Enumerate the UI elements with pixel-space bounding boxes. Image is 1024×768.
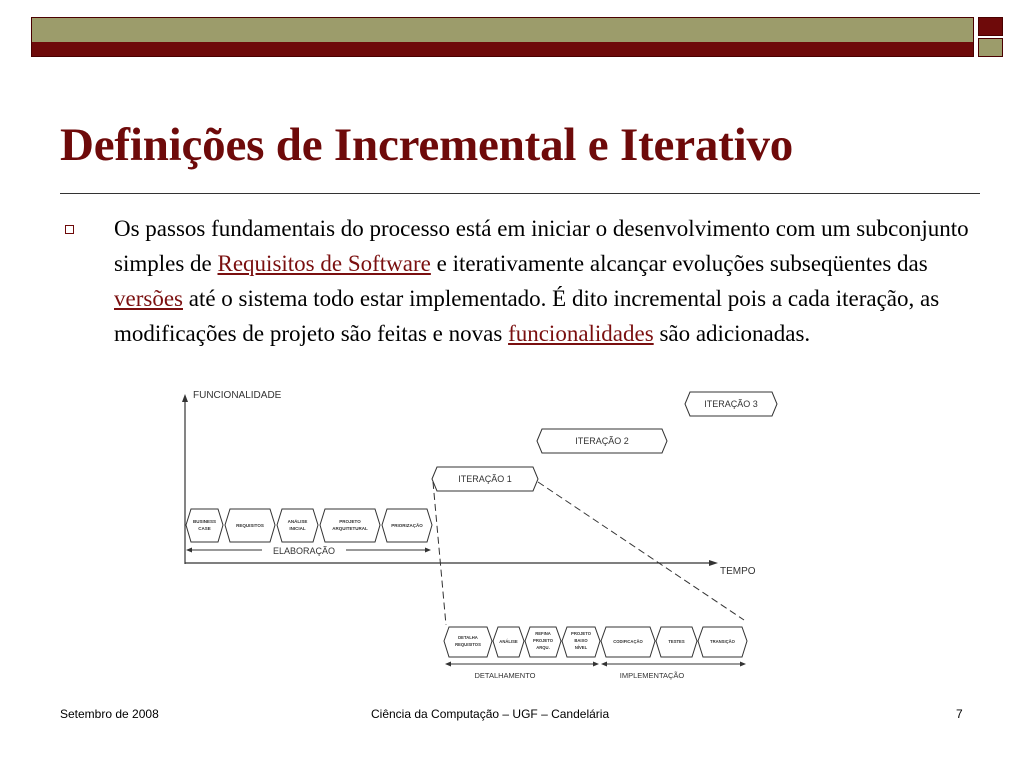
svg-text:ITERAÇÃO 2: ITERAÇÃO 2 xyxy=(575,436,629,446)
incremental-iterative-diagram xyxy=(178,382,778,692)
svg-text:ARQUITETURAL: ARQUITETURAL xyxy=(332,526,368,531)
footer-page-number: 7 xyxy=(956,707,963,721)
phase-business-case xyxy=(186,509,223,542)
svg-text:TESTES: TESTES xyxy=(668,639,685,644)
bullet-square-icon xyxy=(65,225,74,234)
svg-text:BAIXO: BAIXO xyxy=(574,638,588,643)
header-corner-squares xyxy=(978,17,1003,57)
phase-projeto-arquitetural xyxy=(320,509,380,542)
title-divider xyxy=(60,193,980,194)
svg-text:PROJETO: PROJETO xyxy=(339,519,361,524)
phase-projeto-baixo-nivel xyxy=(562,627,600,657)
svg-text:CODIFICAÇÃO: CODIFICAÇÃO xyxy=(613,639,643,644)
x-axis-label: TEMPO xyxy=(720,566,756,577)
body-text-part-3: até o sistema todo estar implementado. É dito incremental pois a cada iteração, as modificações de projeto são feitas e novas xyxy=(114,286,940,346)
elaboration-phases xyxy=(186,509,432,542)
svg-text:TRANSIÇÃO: TRANSIÇÃO xyxy=(710,639,735,644)
phase-requisitos xyxy=(225,509,275,542)
phase-testes xyxy=(656,627,697,657)
iteration-1-badge xyxy=(432,467,538,491)
svg-text:DETALHA: DETALHA xyxy=(458,635,478,640)
slide-title: Definições de Incremental e Iterativo xyxy=(60,119,794,171)
body-text-part-1: Os passos fundamentais do processo está em iniciar o desenvolvimento com um subconjunto simples de xyxy=(114,216,969,276)
footer-date: Setembro de 2008 xyxy=(60,707,159,721)
y-axis-arrowhead xyxy=(182,394,188,402)
zoom-line-right xyxy=(538,482,744,620)
phase-analise xyxy=(493,627,524,657)
y-axis-label: FUNCIONALIDADE xyxy=(193,390,282,401)
svg-text:ARQU.: ARQU. xyxy=(536,645,550,650)
iteration-phases xyxy=(444,627,747,657)
svg-text:ITERAÇÃO 1: ITERAÇÃO 1 xyxy=(458,474,512,484)
svg-text:ITERAÇÃO 3: ITERAÇÃO 3 xyxy=(704,399,758,409)
phase-refina-projeto-arqu xyxy=(525,627,561,657)
svg-text:CASE: CASE xyxy=(198,526,211,531)
implementation-label: IMPLEMENTAÇÃO xyxy=(619,671,685,680)
phase-priorizacao xyxy=(382,509,432,542)
footer-course: Ciência da Computação – UGF – Candelária xyxy=(371,707,610,721)
phase-codificacao xyxy=(601,627,655,657)
svg-text:REQUISITOS: REQUISITOS xyxy=(455,642,481,647)
link-versoes[interactable]: versões xyxy=(114,286,183,311)
svg-text:PROJETO: PROJETO xyxy=(533,638,553,643)
header-decoration-bar xyxy=(31,17,974,57)
x-axis-arrowhead xyxy=(709,560,718,566)
phase-analise-inicial xyxy=(277,509,318,542)
link-requisitos-de-software[interactable]: Requisitos de Software xyxy=(217,251,431,276)
svg-text:ANÁLISE: ANÁLISE xyxy=(499,639,518,644)
header-olive-band xyxy=(32,18,973,43)
body-text-part-2: e iterativamente alcançar evoluções subseqüentes das xyxy=(430,251,928,276)
iteration-3-badge xyxy=(685,392,777,416)
corner-square-olive xyxy=(978,38,1003,57)
elaboration-label: ELABORAÇÃO xyxy=(272,546,336,556)
svg-text:PRIORIZAÇÃO: PRIORIZAÇÃO xyxy=(391,523,423,528)
header-maroon-band xyxy=(32,42,973,56)
svg-text:REQUISITOS: REQUISITOS xyxy=(236,523,264,528)
svg-text:REFINA: REFINA xyxy=(535,631,551,636)
svg-text:BUSINESS: BUSINESS xyxy=(192,519,217,524)
svg-text:PROJETO: PROJETO xyxy=(571,631,591,636)
slide-body-paragraph xyxy=(114,211,984,351)
phase-transicao xyxy=(698,627,747,657)
corner-square-maroon xyxy=(978,17,1003,36)
phase-detalha-requisitos xyxy=(444,627,492,657)
detail-label: DETALHAMENTO xyxy=(474,671,536,680)
zoom-line-left xyxy=(433,482,446,625)
svg-text:ANÁLISE: ANÁLISE xyxy=(287,519,308,524)
svg-text:INICIAL: INICIAL xyxy=(289,526,306,531)
link-funcionalidades[interactable]: funcionalidades xyxy=(508,321,654,346)
body-text-part-4: são adicionadas. xyxy=(653,321,811,346)
svg-text:NÍVEL: NÍVEL xyxy=(574,645,588,650)
iteration-2-badge xyxy=(537,429,667,453)
